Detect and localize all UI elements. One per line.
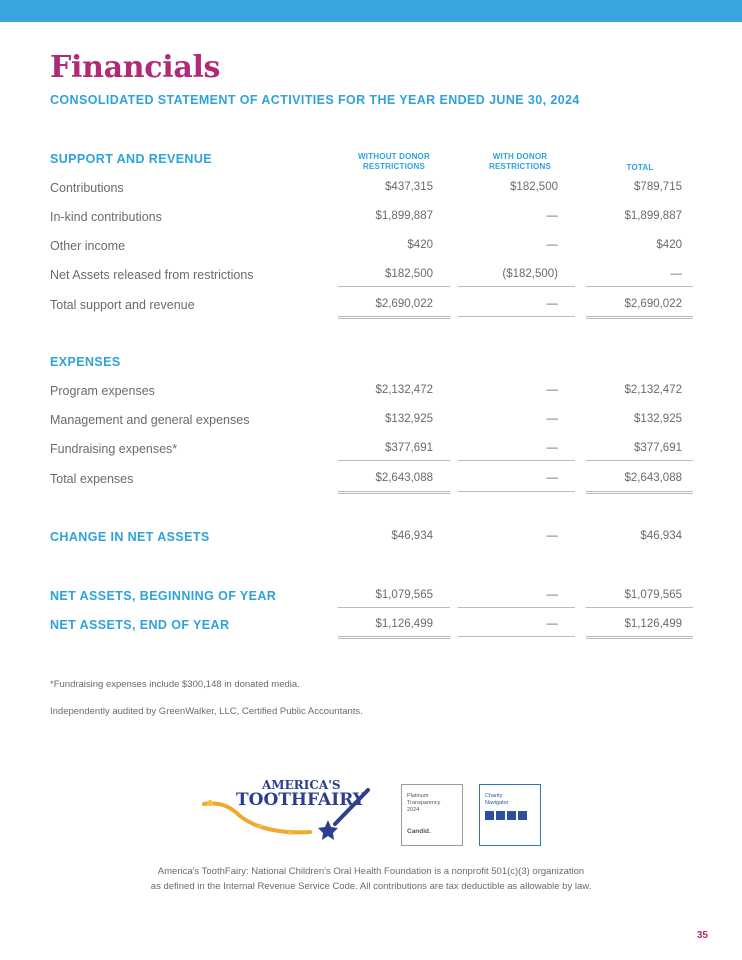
cell-with: —	[546, 298, 558, 310]
cell-without: $2,132,472	[375, 384, 433, 396]
statement-subtitle: CONSOLIDATED STATEMENT OF ACTIVITIES FOR THE YEAR ENDED JUNE 30, 2024	[50, 93, 580, 107]
cell-without: $46,934	[391, 530, 433, 542]
underline	[458, 607, 575, 608]
col-header-total	[600, 163, 680, 173]
candid-transparency-badge	[401, 784, 463, 846]
cell-with: —	[546, 413, 558, 425]
cell-total: $2,643,088	[624, 472, 682, 484]
org-description-line1: America's ToothFairy: National Children's Oral Health Foundation is a nonprofit 501(c)(3) organization	[157, 866, 585, 877]
cell-with: —	[546, 472, 558, 484]
table-row	[0, 233, 742, 262]
top-color-bar	[0, 0, 742, 22]
cell-total: $1,079,565	[624, 589, 682, 601]
underline	[458, 491, 575, 492]
cell-without: $1,899,887	[375, 210, 433, 222]
cell-total: $1,126,499	[624, 618, 682, 630]
underline	[338, 491, 450, 492]
underline	[586, 460, 693, 461]
double-underline	[586, 318, 693, 319]
org-description-line2: as defined in the Internal Revenue Service Code. All contributions are tax deductible as allowable by law.	[150, 881, 592, 892]
four-star-rating-icon	[485, 811, 535, 821]
cell-total: $789,715	[634, 181, 682, 193]
logo-text-americas: AMERICA'S	[262, 778, 341, 792]
badge-text: Navigator	[485, 800, 509, 806]
double-underline	[338, 493, 450, 494]
page-number: 35	[696, 930, 708, 941]
row-label: Management and general expenses	[50, 413, 250, 427]
row-label: NET ASSETS, BEGINNING OF YEAR	[50, 589, 277, 603]
underline	[586, 316, 693, 317]
cell-without: $1,079,565	[375, 589, 433, 601]
row-label: Program expenses	[50, 384, 155, 398]
page-title: Financials	[50, 50, 221, 85]
cell-with: —	[546, 210, 558, 222]
underline	[458, 460, 575, 461]
underline	[338, 286, 450, 287]
cell-without: $420	[407, 239, 433, 251]
row-label: Other income	[50, 239, 126, 253]
cell-total: $46,934	[640, 530, 682, 542]
underline	[586, 607, 693, 608]
footnote-audit: Independently audited by GreenWalker, LLC, Certified Public Accountants.	[50, 706, 363, 717]
cell-with: —	[546, 618, 558, 630]
cell-without: $182,500	[385, 268, 433, 280]
double-underline	[586, 493, 693, 494]
cell-total: —	[670, 268, 682, 280]
cell-total: $420	[656, 239, 682, 251]
col-header-without-text: WITHOUT DONOR RESTRICTIONS	[358, 152, 430, 171]
section-support-revenue: SUPPORT AND REVENUE	[50, 152, 213, 166]
cell-with: —	[546, 442, 558, 454]
underline	[586, 636, 693, 637]
cell-with: —	[546, 239, 558, 251]
double-underline	[338, 318, 450, 319]
cell-with: ($182,500)	[502, 268, 558, 280]
table-row	[0, 204, 742, 233]
row-label: Total support and revenue	[50, 298, 195, 312]
underline	[586, 491, 693, 492]
row-label: Contributions	[50, 181, 124, 195]
table-row-change-net-assets	[0, 524, 742, 553]
double-underline	[338, 638, 450, 639]
table-row	[0, 175, 742, 204]
underline	[458, 286, 575, 287]
row-label: Total expenses	[50, 472, 134, 486]
underline	[586, 286, 693, 287]
cell-with: —	[546, 589, 558, 601]
cell-without: $437,315	[385, 181, 433, 193]
logo-text-toothfairy: TOOTHFAIRY	[236, 790, 365, 810]
section-expenses: EXPENSES	[50, 355, 121, 369]
cell-without: $1,126,499	[375, 618, 433, 630]
row-label: CHANGE IN NET ASSETS	[50, 530, 210, 544]
col-header-without-restrictions	[344, 152, 444, 172]
row-label: In-kind contributions	[50, 210, 162, 224]
cell-total: $2,132,472	[624, 384, 682, 396]
col-header-total-text: TOTAL	[626, 163, 654, 172]
table-row	[0, 407, 742, 436]
row-label: Fundraising expenses*	[50, 442, 178, 456]
badge-text: Transparency	[407, 800, 441, 806]
cell-with: $182,500	[510, 181, 558, 193]
badge-text: Platinum	[407, 793, 429, 799]
underline	[458, 316, 575, 317]
underline	[338, 316, 450, 317]
cell-total: $2,690,022	[624, 298, 682, 310]
col-header-with-text: WITH DONOR RESTRICTIONS	[489, 152, 551, 171]
col-header-with-restrictions	[470, 152, 570, 172]
underline	[338, 460, 450, 461]
cell-with: —	[546, 530, 558, 542]
badge-text: 2024	[407, 807, 420, 813]
cell-without: $132,925	[385, 413, 433, 425]
cell-with: —	[546, 384, 558, 396]
americas-toothfairy-logo	[200, 776, 380, 846]
underline	[338, 607, 450, 608]
cell-total: $1,899,887	[624, 210, 682, 222]
cell-total: $132,925	[634, 413, 682, 425]
cell-without: $377,691	[385, 442, 433, 454]
row-label: Net Assets released from restrictions	[50, 268, 254, 282]
badge-text: Charity	[485, 793, 503, 799]
footnote-fundraising: *Fundraising expenses include $300,148 in donated media.	[50, 679, 300, 690]
charity-navigator-badge	[479, 784, 541, 846]
cell-without: $2,690,022	[375, 298, 433, 310]
row-label: NET ASSETS, END OF YEAR	[50, 618, 230, 632]
double-underline	[586, 638, 693, 639]
cell-without: $2,643,088	[375, 472, 433, 484]
underline	[338, 636, 450, 637]
badge-brand: Candid.	[407, 828, 431, 835]
cell-total: $377,691	[634, 442, 682, 454]
underline	[458, 636, 575, 637]
table-row	[0, 378, 742, 407]
